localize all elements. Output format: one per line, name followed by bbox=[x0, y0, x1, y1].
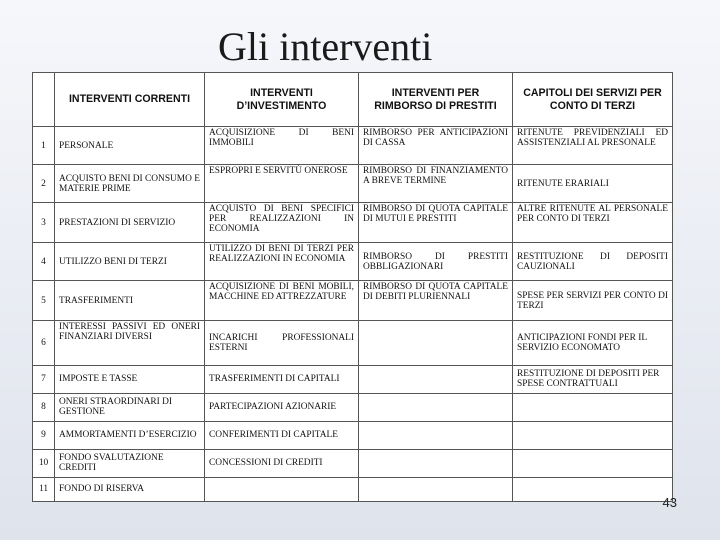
cell-rimborso bbox=[359, 477, 513, 501]
cell-investimento: CONCESSIONI DI CREDITI bbox=[205, 449, 359, 477]
cell-investimento: UTILIZZO DI BENI DI TERZI PER REALIZZAZIONI IN ECONOMIA bbox=[205, 243, 359, 281]
header-interventi-investimento: INTERVENTI D’INVESTIMENTO bbox=[205, 73, 359, 127]
cell-rimborso: RIMBORSO DI QUOTA CAPITALE DI MUTUI E PRESTITI bbox=[359, 203, 513, 243]
table-header-row bbox=[33, 73, 673, 127]
header-capitoli-servizi-terzi: CAPITOLI DEI SERVIZI PER CONTO DI TERZI bbox=[513, 73, 673, 127]
row-number: 10 bbox=[33, 449, 55, 477]
row-number: 7 bbox=[33, 365, 55, 393]
cell-terzi: ANTICIPAZIONI FONDI PER IL SERVIZIO ECONOMATO bbox=[513, 321, 673, 365]
cell-investimento: ACQUISTO DI BENI SPECIFICI PER REALIZZAZIONI IN ECONOMIA bbox=[205, 203, 359, 243]
table-row bbox=[33, 243, 673, 281]
cell-investimento: ACQUISIZIONE DI BENI IMMOBILI bbox=[205, 127, 359, 165]
row-number: 5 bbox=[33, 281, 55, 321]
cell-correnti: PERSONALE bbox=[55, 127, 205, 165]
table-row bbox=[33, 393, 673, 421]
cell-terzi: RESTITUZIONE DI DEPOSITI PER SPESE CONTRATTUALI bbox=[513, 365, 673, 393]
cell-terzi bbox=[513, 421, 673, 449]
table-row bbox=[33, 477, 673, 501]
header-interventi-rimborso: INTERVENTI PER RIMBORSO DI PRESTITI bbox=[359, 73, 513, 127]
cell-rimborso: RIMBORSO DI FINANZIAMENTO A BREVE TERMINE bbox=[359, 165, 513, 203]
cell-correnti: FONDO DI RISERVA bbox=[55, 477, 205, 501]
cell-rimborso bbox=[359, 421, 513, 449]
cell-terzi: RITENUTE ERARIALI bbox=[513, 165, 673, 203]
cell-terzi bbox=[513, 393, 673, 421]
table-row bbox=[33, 165, 673, 203]
table-row bbox=[33, 365, 673, 393]
cell-terzi: RITENUTE PREVIDENZIALI ED ASSISTENZIALI AL PRESONALE bbox=[513, 127, 673, 165]
table-row bbox=[33, 421, 673, 449]
cell-investimento: ACQUISIZIONE DI BENI MOBILI, MACCHINE ED ATTREZZATURE bbox=[205, 281, 359, 321]
interventi-table-container bbox=[32, 72, 672, 502]
cell-investimento: ESPROPRI E SERVITÙ ONEROSE bbox=[205, 165, 359, 203]
table-row bbox=[33, 281, 673, 321]
cell-correnti: FONDO SVALUTAZIONE CREDITI bbox=[55, 449, 205, 477]
row-number: 3 bbox=[33, 203, 55, 243]
cell-correnti: ONERI STRAORDINARI DI GESTIONE bbox=[55, 393, 205, 421]
cell-correnti: TRASFERIMENTI bbox=[55, 281, 205, 321]
row-number: 2 bbox=[33, 165, 55, 203]
row-number: 4 bbox=[33, 243, 55, 281]
cell-investimento: TRASFERIMENTI DI CAPITALI bbox=[205, 365, 359, 393]
cell-terzi bbox=[513, 449, 673, 477]
cell-correnti: IMPOSTE E TASSE bbox=[55, 365, 205, 393]
cell-investimento: CONFERIMENTI DI CAPITALE bbox=[205, 421, 359, 449]
table-row bbox=[33, 203, 673, 243]
row-number: 8 bbox=[33, 393, 55, 421]
row-number: 1 bbox=[33, 127, 55, 165]
table-row bbox=[33, 127, 673, 165]
cell-correnti: ACQUISTO BENI DI CONSUMO E MATERIE PRIME bbox=[55, 165, 205, 203]
cell-rimborso bbox=[359, 321, 513, 365]
cell-rimborso: RIMBORSO PER ANTICIPAZIONI DI CASSA bbox=[359, 127, 513, 165]
page-number: 43 bbox=[662, 495, 677, 510]
table-row bbox=[33, 321, 673, 365]
cell-correnti: AMMORTAMENTI D’ESERCIZIO bbox=[55, 421, 205, 449]
row-number: 9 bbox=[33, 421, 55, 449]
cell-rimborso: RIMBORSO DI QUOTA CAPITALE DI DEBITI PLURIENNALI bbox=[359, 281, 513, 321]
cell-terzi: ALTRE RITENUTE AL PERSONALE PER CONTO DI TERZI bbox=[513, 203, 673, 243]
cell-correnti: PRESTAZIONI DI SERVIZIO bbox=[55, 203, 205, 243]
cell-investimento: PARTECIPAZIONI AZIONARIE bbox=[205, 393, 359, 421]
cell-rimborso bbox=[359, 449, 513, 477]
cell-terzi: RESTITUZIONE DI DEPOSITI CAUZIONALI bbox=[513, 243, 673, 281]
cell-investimento bbox=[205, 477, 359, 501]
cell-terzi bbox=[513, 477, 673, 501]
cell-correnti: UTILIZZO BENI DI TERZI bbox=[55, 243, 205, 281]
cell-rimborso: RIMBORSO DI PRESTITI OBBLIGAZIONARI bbox=[359, 243, 513, 281]
table-row bbox=[33, 449, 673, 477]
cell-terzi: SPESE PER SERVIZI PER CONTO DI TERZI bbox=[513, 281, 673, 321]
header-number bbox=[33, 73, 55, 127]
cell-correnti: INTERESSI PASSIVI ED ONERI FINANZIARI DIVERSI bbox=[55, 321, 205, 365]
row-number: 6 bbox=[33, 321, 55, 365]
cell-rimborso bbox=[359, 393, 513, 421]
interventi-table bbox=[32, 72, 673, 502]
slide-title: Gli interventi bbox=[218, 24, 433, 69]
row-number: 11 bbox=[33, 477, 55, 501]
cell-investimento: INCARICHI PROFESSIONALI ESTERNI bbox=[205, 321, 359, 365]
cell-rimborso bbox=[359, 365, 513, 393]
header-interventi-correnti: INTERVENTI CORRENTI bbox=[55, 73, 205, 127]
